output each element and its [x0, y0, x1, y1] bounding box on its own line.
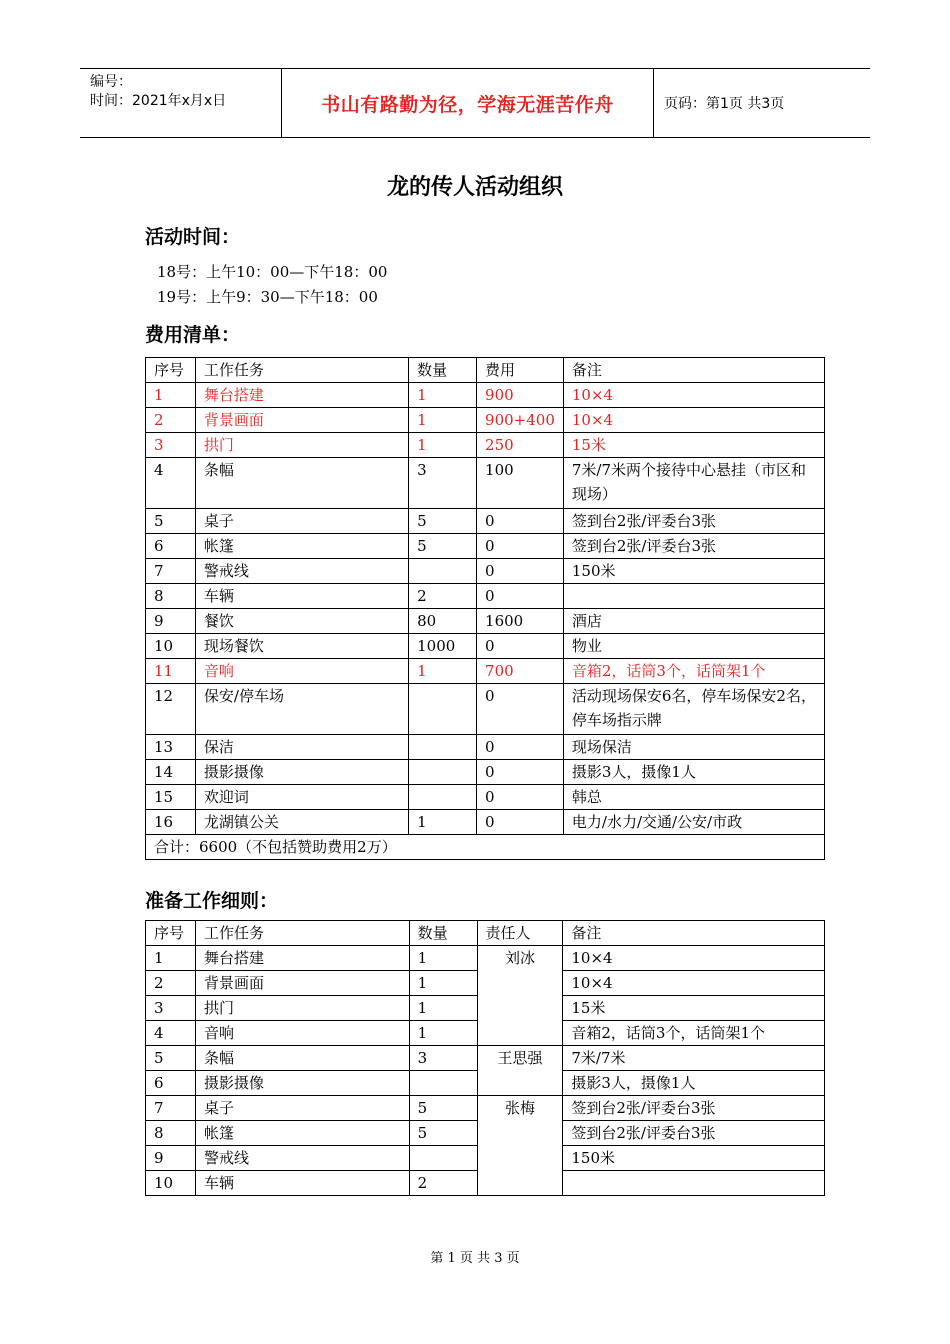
column-header: 数量: [409, 358, 477, 383]
cell: 1600: [477, 609, 564, 634]
cell: 900: [477, 383, 564, 408]
cell: 6: [146, 1071, 196, 1096]
cell: 活动现场保安6名，停车场保安2名，停车场指示牌: [563, 684, 824, 735]
cell: 10: [146, 634, 196, 659]
cell: 1: [409, 996, 477, 1021]
cell: 4: [146, 1021, 196, 1046]
table-header-row: [146, 921, 825, 946]
cost-heading: 费用清单：: [145, 324, 241, 346]
header-meta: [80, 69, 282, 137]
owner-cell: 张梅: [477, 1096, 563, 1196]
cell: 1: [146, 946, 196, 971]
cell: 13: [146, 735, 196, 760]
cell: 摄影3人，摄像1人: [563, 1071, 825, 1096]
cell: 车辆: [195, 1171, 409, 1196]
cell: 6: [146, 534, 196, 559]
cell: 警戒线: [195, 1146, 409, 1171]
cell: 2: [146, 971, 196, 996]
schedule-line: 19号：上午9：30—下午18：00: [157, 288, 378, 306]
cell: 电力/水力/交通/公安/市政: [563, 810, 824, 835]
cell: 5: [146, 509, 196, 534]
total-cell: 合计：6600（不包括赞助费用2万）: [146, 835, 825, 860]
cell: [409, 684, 477, 735]
cell: 背景画面: [195, 408, 408, 433]
document-title: 龙的传人活动组织: [386, 175, 563, 200]
cell: 10×4: [563, 946, 825, 971]
table-row: [146, 684, 825, 735]
cell: 10×4: [563, 971, 825, 996]
cell: 0: [477, 785, 564, 810]
cell: 酒店: [563, 609, 824, 634]
cell: 3: [409, 1046, 477, 1071]
header-motto-cell: [282, 69, 654, 137]
number-label: 编号：: [90, 74, 132, 90]
cell: 3: [146, 996, 196, 1021]
cell: 5: [409, 1096, 477, 1121]
cell: 摄影摄像: [195, 760, 408, 785]
cell: 5: [409, 534, 477, 559]
cell: [409, 760, 477, 785]
cell: 10: [146, 1171, 196, 1196]
cell: 15米: [563, 433, 824, 458]
cell: [409, 735, 477, 760]
cell: 物业: [563, 634, 824, 659]
cell: 0: [477, 584, 564, 609]
cell: [409, 785, 477, 810]
table-row: [146, 383, 825, 408]
cell: 15米: [563, 996, 825, 1021]
cell: 龙湖镇公关: [195, 810, 408, 835]
cell: 1: [409, 946, 477, 971]
table-row: [146, 810, 825, 835]
table-row: [146, 408, 825, 433]
cell: 7: [146, 1096, 196, 1121]
cell: 9: [146, 609, 196, 634]
table-row: [146, 634, 825, 659]
cell: 舞台搭建: [195, 383, 408, 408]
cell: 签到台2张/评委台3张: [563, 1096, 825, 1121]
cell: 0: [477, 534, 564, 559]
prep-heading: 准备工作细则：: [145, 890, 279, 912]
cell: 音响: [195, 1021, 409, 1046]
cell: 4: [146, 458, 196, 509]
column-header: 序号: [146, 921, 196, 946]
cell: 5: [409, 1121, 477, 1146]
cell: 舞台搭建: [195, 946, 409, 971]
cell: 80: [409, 609, 477, 634]
column-header: 备注: [563, 358, 824, 383]
cell: 签到台2张/评委台3张: [563, 534, 824, 559]
cell: 条幅: [195, 458, 408, 509]
table-row: [146, 1096, 825, 1121]
column-header: 工作任务: [195, 358, 408, 383]
cell: 摄影摄像: [195, 1071, 409, 1096]
cell: [563, 1171, 825, 1196]
cell: 拱门: [195, 433, 408, 458]
cell: 音箱2，话筒3个，话筒架1个: [563, 659, 824, 684]
cell: 音响: [195, 659, 408, 684]
cell: 1: [409, 659, 477, 684]
table-row: [146, 584, 825, 609]
cell: 1: [409, 971, 477, 996]
schedule-line: 18号：上午10：00—下午18：00: [157, 263, 388, 281]
time-label: 时间：2021年x月x日: [90, 93, 227, 109]
cell: 0: [477, 559, 564, 584]
column-header: 责任人: [477, 921, 563, 946]
cell: 700: [477, 659, 564, 684]
table-row: [146, 509, 825, 534]
cell: 背景画面: [195, 971, 409, 996]
cell: 5: [409, 509, 477, 534]
table-row: [146, 433, 825, 458]
cell: 0: [477, 810, 564, 835]
cell: 0: [477, 735, 564, 760]
cell: 摄影3人，摄像1人: [563, 760, 824, 785]
cell: 7米/7米: [563, 1046, 825, 1071]
prep-table: [145, 920, 825, 1196]
cell: 现场保洁: [563, 735, 824, 760]
cell: 5: [146, 1046, 196, 1071]
table-row: [146, 458, 825, 509]
cell: 1: [409, 433, 477, 458]
table-row: [146, 785, 825, 810]
cell: 1: [409, 408, 477, 433]
cell: 帐篷: [195, 1121, 409, 1146]
table-header-row: [146, 358, 825, 383]
cell: 150米: [563, 1146, 825, 1171]
cell: 警戒线: [195, 559, 408, 584]
cell: 欢迎词: [195, 785, 408, 810]
cell: [409, 1071, 477, 1096]
cell: 帐篷: [195, 534, 408, 559]
cell: 3: [146, 433, 196, 458]
cell: 250: [477, 433, 564, 458]
cell: 1: [409, 383, 477, 408]
column-header: 备注: [563, 921, 825, 946]
column-header: 工作任务: [195, 921, 409, 946]
column-header: 数量: [409, 921, 477, 946]
cell: 7: [146, 559, 196, 584]
cell: 拱门: [195, 996, 409, 1021]
table-row: [146, 946, 825, 971]
cell: 条幅: [195, 1046, 409, 1071]
cell: 桌子: [195, 1096, 409, 1121]
cell: 11: [146, 659, 196, 684]
cell: 10×4: [563, 408, 824, 433]
cell: [409, 559, 477, 584]
cell: 100: [477, 458, 564, 509]
table-row: [146, 735, 825, 760]
header-motto: 书山有路勤为径，学海无涯苦作舟: [321, 93, 614, 116]
cell: 16: [146, 810, 196, 835]
cell: 9: [146, 1146, 196, 1171]
cell: 0: [477, 634, 564, 659]
page-info: 页码：第1页 共3页: [664, 96, 785, 112]
cell: [563, 584, 824, 609]
column-header: 序号: [146, 358, 196, 383]
table-row: [146, 1046, 825, 1071]
cell: 0: [477, 509, 564, 534]
cell: 1: [146, 383, 196, 408]
cell: 150米: [563, 559, 824, 584]
page-header: [80, 68, 870, 138]
cell: 2: [409, 584, 477, 609]
owner-cell: 刘冰: [477, 946, 563, 1046]
cell: 15: [146, 785, 196, 810]
cell: 8: [146, 584, 196, 609]
column-header: 费用: [477, 358, 564, 383]
owner-cell: 王思强: [477, 1046, 563, 1096]
cell: 0: [477, 684, 564, 735]
cost-table: [145, 357, 825, 860]
cell: 韩总: [563, 785, 824, 810]
table-row: [146, 609, 825, 634]
schedule-heading: 活动时间：: [145, 226, 241, 248]
cell: 保安/停车场: [195, 684, 408, 735]
cell: 10×4: [563, 383, 824, 408]
cell: 1: [409, 810, 477, 835]
cell: 音箱2，话筒3个，话筒架1个: [563, 1021, 825, 1046]
cell: 餐饮: [195, 609, 408, 634]
table-row: [146, 659, 825, 684]
table-row: [146, 534, 825, 559]
cell: 签到台2张/评委台3张: [563, 1121, 825, 1146]
cell: 0: [477, 760, 564, 785]
cell: 8: [146, 1121, 196, 1146]
cell: 桌子: [195, 509, 408, 534]
cell: 3: [409, 458, 477, 509]
cell: [409, 1146, 477, 1171]
cell: 7米/7米两个接待中心悬挂（市区和现场）: [563, 458, 824, 509]
cell: 签到台2张/评委台3张: [563, 509, 824, 534]
cell: 1: [409, 1021, 477, 1046]
page-footer: 第 1 页 共 3 页: [430, 1251, 520, 1266]
cell: 车辆: [195, 584, 408, 609]
cell: 2: [146, 408, 196, 433]
cell: 12: [146, 684, 196, 735]
table-row: [146, 559, 825, 584]
cell: 1000: [409, 634, 477, 659]
total-row: [146, 835, 825, 860]
cell: 现场餐饮: [195, 634, 408, 659]
cell: 2: [409, 1171, 477, 1196]
cell: 900+400: [477, 408, 564, 433]
table-row: [146, 760, 825, 785]
cell: 14: [146, 760, 196, 785]
cell: 保洁: [195, 735, 408, 760]
